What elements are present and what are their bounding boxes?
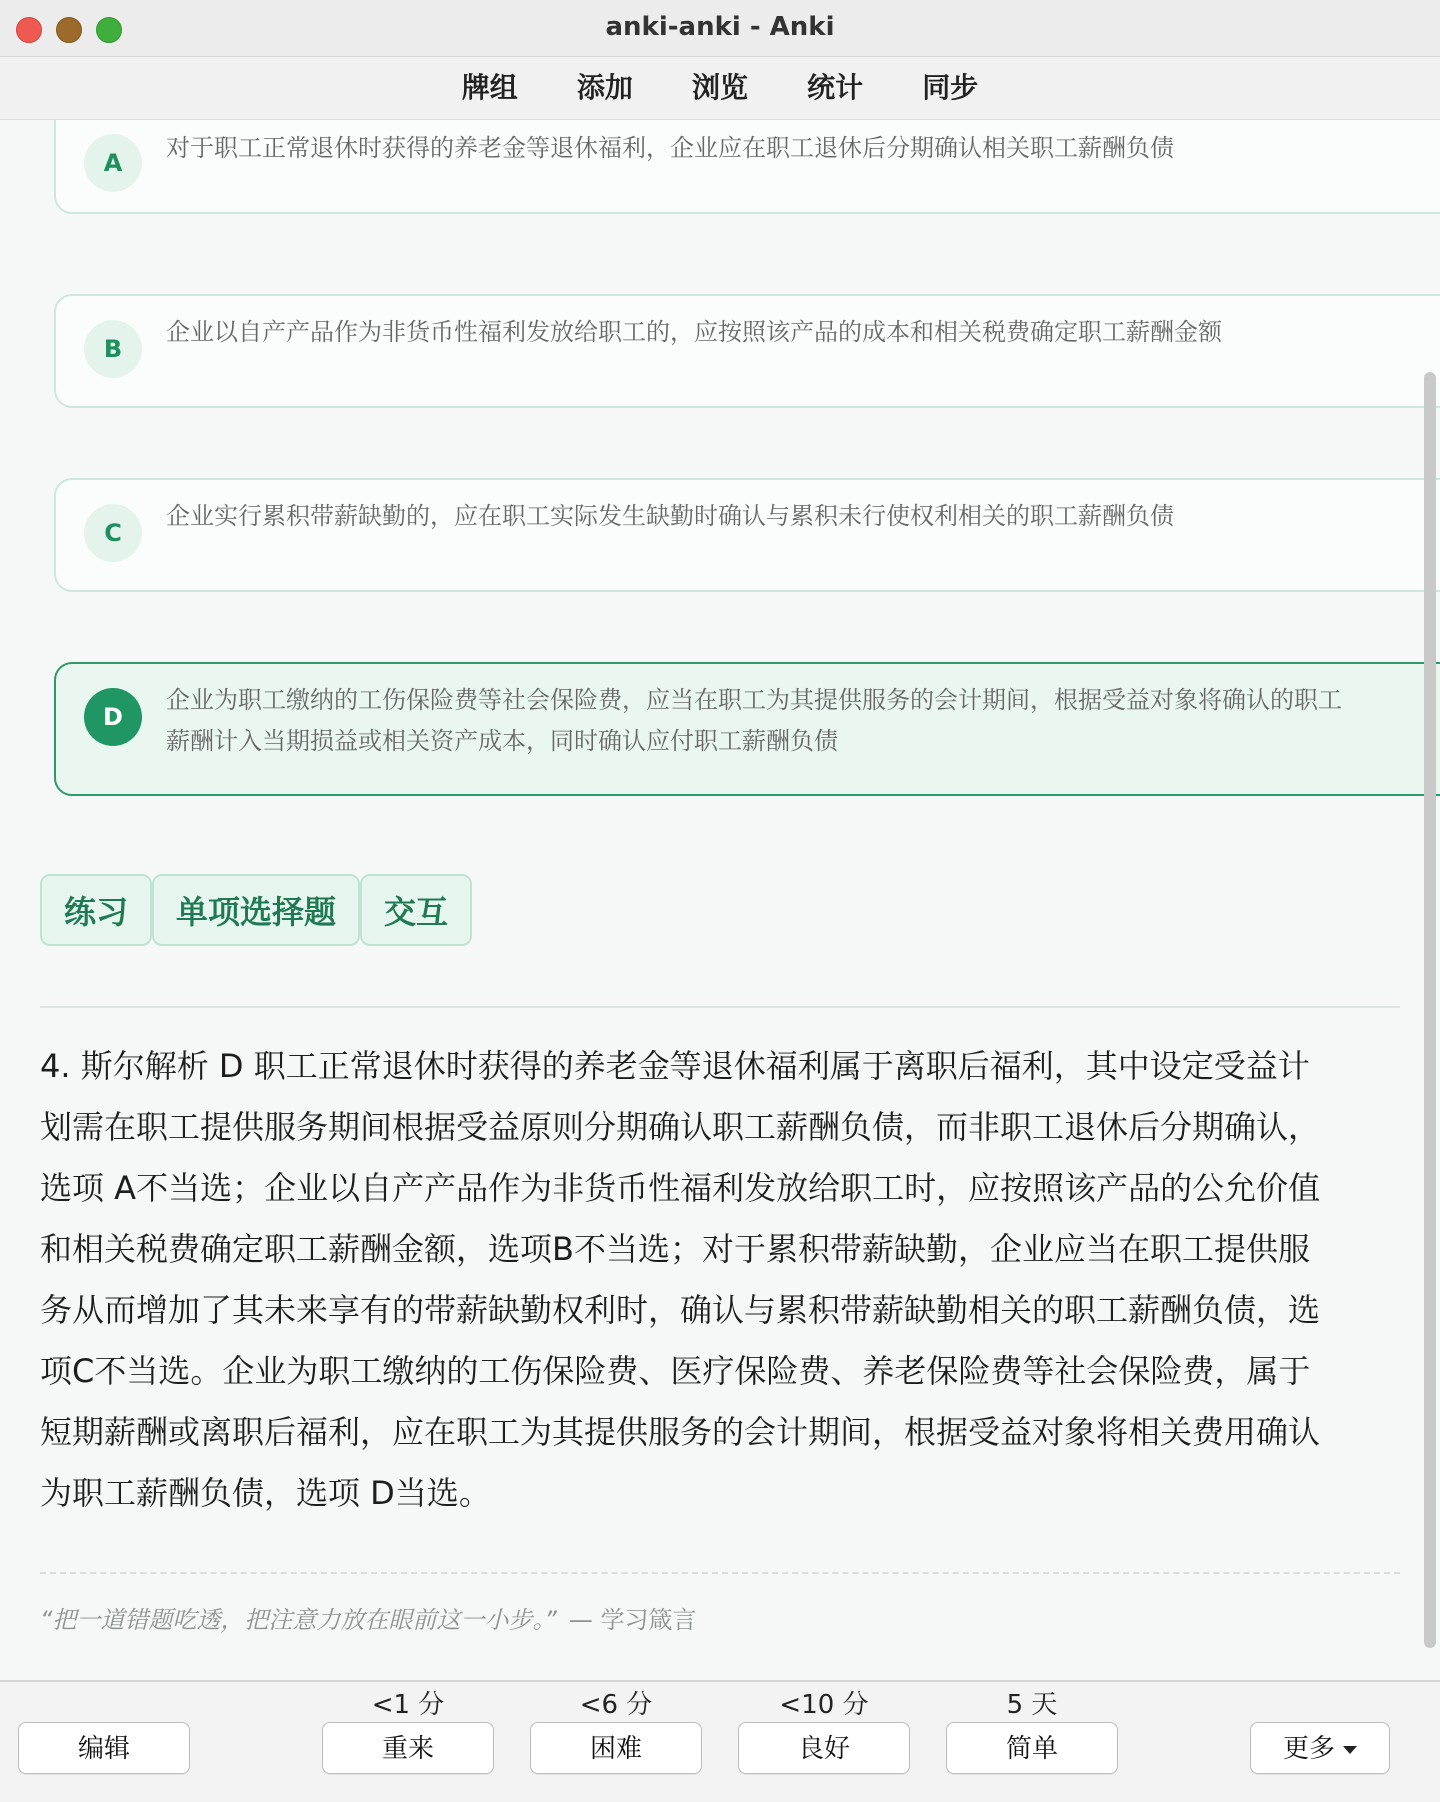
quote-text: “把一道错题吃透，把注意力放在眼前这一小步。” bbox=[40, 1606, 557, 1634]
nav-decks[interactable]: 牌组 bbox=[461, 71, 518, 104]
caret-down-icon bbox=[1343, 1746, 1357, 1754]
option-letter: A bbox=[84, 134, 142, 192]
more-label: 更多 bbox=[1282, 1734, 1335, 1764]
easy-button[interactable]: 简单 bbox=[946, 1722, 1118, 1774]
nav-add[interactable]: 添加 bbox=[576, 71, 633, 104]
option-text: 企业为职工缴纳的工伤保险费等社会保险费，应当在职工为其提供服务的会计期间，根据受益对象将确认的职工 薪酬计入当期损益或相关资产成本，同时确认应付职工薪酬负债 bbox=[166, 686, 1342, 755]
more-button[interactable] bbox=[1250, 1722, 1390, 1774]
interval-again: <1 分 bbox=[371, 1690, 445, 1720]
option-b[interactable] bbox=[54, 294, 1440, 408]
option-text: 企业以自产产品作为非货币性福利发放给职工的，应按照该产品的成本和相关税费确定职工薪酬金额 bbox=[166, 318, 1222, 346]
interval-hard: <6 分 bbox=[579, 1690, 653, 1720]
nav-browse[interactable]: 浏览 bbox=[691, 71, 748, 104]
tag-interactive[interactable]: 交互 bbox=[360, 874, 472, 946]
title-bar bbox=[0, 0, 1440, 57]
option-d[interactable] bbox=[54, 662, 1440, 796]
tag-practice[interactable]: 练习 bbox=[40, 874, 152, 946]
tag-list bbox=[40, 874, 472, 946]
edit-button[interactable]: 编辑 bbox=[18, 1722, 190, 1774]
main-toolbar bbox=[0, 57, 1440, 120]
interval-easy: 5 天 bbox=[1006, 1690, 1058, 1720]
option-a[interactable] bbox=[54, 120, 1440, 214]
motivational-quote bbox=[40, 1600, 697, 1635]
again-button[interactable]: 重来 bbox=[322, 1722, 494, 1774]
window-title: anki-anki - Anki bbox=[605, 12, 835, 42]
quote-source: — 学习箴言 bbox=[568, 1606, 697, 1634]
option-text: 企业实行累积带薪缺勤的，应在职工实际发生缺勤时确认与累积未行使权利相关的职工薪酬负债 bbox=[166, 502, 1174, 530]
dashed-divider bbox=[40, 1572, 1400, 1574]
option-text: 对于职工正常退休时获得的养老金等退休福利，企业应在职工退休后分期确认相关职工薪酬负债 bbox=[166, 134, 1174, 162]
answer-analysis: 4. 斯尔解析 D 职工正常退休时获得的养老金等退休福利属于离职后福利，其中设定受益计 划需在职工提供服务期间根据受益原则分期确认职工薪酬负债，而非职工退休后分期确认， 选项 A不当选；企业以自产产品作为非货币性福利发放给职工时，应按照该产品的公允价值 和相关税费确定职工薪酬金额，选项B不当选；对于累积带薪缺勤，企业应当在职工提供服 务从而增加了其未来享有的带薪缺勤权利时，确认与累积带薪缺勤相关的职工薪酬负债，选 项C不当选。企业为职工缴纳的工伤保险费、医疗保险费、养老保险费等社会保险费，属于 短期薪酬或离职后福利，应在职工为其提供服务的会计期间，根据受益对象将相关费用确认 为职工薪酬负债，选项 D当选。 bbox=[40, 1047, 1321, 1512]
nav-stats[interactable]: 统计 bbox=[807, 71, 864, 104]
option-c[interactable] bbox=[54, 478, 1440, 592]
hard-button[interactable]: 困难 bbox=[530, 1722, 702, 1774]
card-content bbox=[0, 120, 1440, 1680]
review-bottom-bar bbox=[0, 1680, 1440, 1802]
option-letter: B bbox=[84, 320, 142, 378]
nav-sync[interactable]: 同步 bbox=[922, 71, 979, 104]
option-letter: D bbox=[84, 688, 142, 746]
scrollbar-thumb[interactable] bbox=[1424, 372, 1436, 1648]
divider bbox=[40, 1006, 1400, 1008]
good-button[interactable]: 良好 bbox=[738, 1722, 910, 1774]
option-letter: C bbox=[84, 504, 142, 562]
tag-single-choice[interactable]: 单项选择题 bbox=[152, 874, 360, 946]
interval-good: <10 分 bbox=[779, 1690, 869, 1720]
